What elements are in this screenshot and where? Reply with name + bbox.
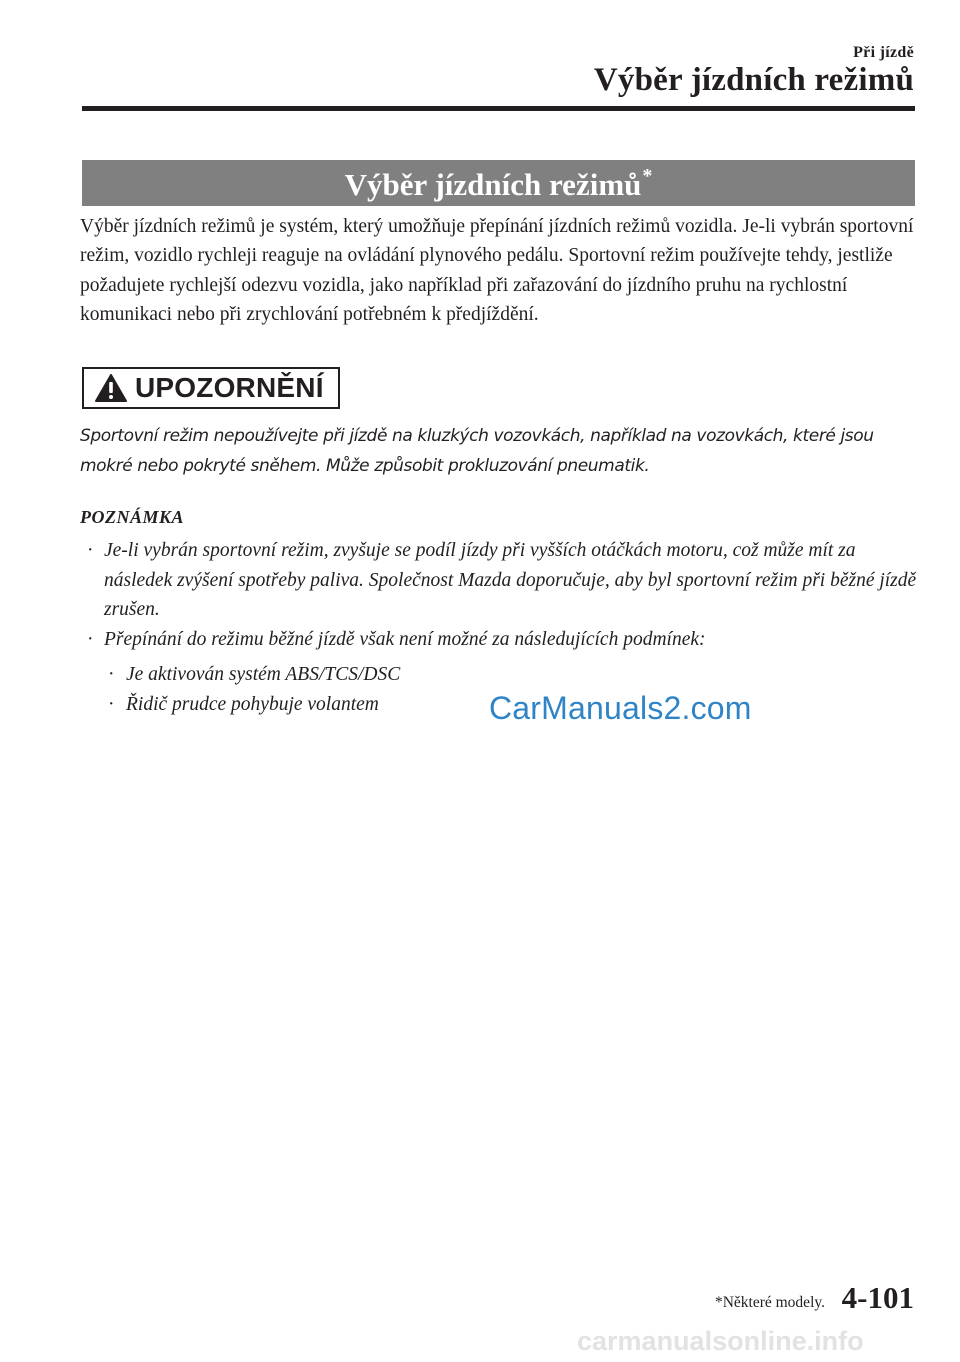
banner-title: Výběr jízdních režimů: [344, 167, 642, 202]
bullet-dot: ·: [87, 540, 94, 561]
section-label: Při jízdě: [853, 44, 914, 61]
note-subitem: [80, 660, 920, 690]
section-banner: [82, 160, 915, 206]
page-number: 4-101: [841, 1280, 914, 1315]
header-rule: [82, 106, 915, 111]
bullet-dot: ·: [87, 628, 94, 650]
note-item: [80, 536, 920, 625]
watermark: CarManuals2.com: [489, 690, 752, 726]
note-subitem-text: Je aktivován systém ABS/TCS/DSC: [126, 664, 401, 685]
note-title: POZNÁMKA: [80, 507, 185, 527]
warning-triangle-icon: [94, 373, 128, 403]
note-subitem-text: Řidič prudce pohybuje volantem: [126, 693, 379, 715]
caution-text: Sportovní režim nepoužívejte při jízdě na kluzkých vozovkách, například na vozovkách, které jsou mokré nebo pokryté sněhem. Může způsobit prokluzování pneumatik.: [80, 426, 874, 476]
bullet-dot: ·: [108, 693, 115, 715]
optional-equipment-mark: *: [642, 165, 653, 187]
footer-url: carmanualsonline.info: [577, 1326, 864, 1356]
note-item-text: Je-li vybrán sportovní režim, zvyšuje se podíl jízdy při vyšších otáčkách motoru, což může mít za následek zvýšení spotřeby paliva. Společnost Mazda doporučuje, aby byl sportovní režim při běžné jízdě zrušen.: [104, 540, 917, 620]
note-item: [80, 625, 920, 655]
caution-box: [82, 367, 340, 409]
note-item-text: Přepínání do režimu běžné jízdě však není možné za následujících podmínek:: [104, 628, 706, 650]
bullet-dot: ·: [108, 664, 115, 685]
intro-paragraph: Výběr jízdních režimů je systém, který umožňuje přepínání jízdních režimů vozidla. Je-li vybrán sportovní režim, vozidlo rychleji reaguje na ovládání plynového pedálu. Sportovní režim používejte tehdy, jestliže požadujete rychlejší odezvu vozidla, jako například při zařazování do jízdního pruhu na rychlostní komunikaci nebo při zrychlování potřebném k předjíždění.: [80, 216, 914, 325]
footnote: *Některé modely.: [714, 1294, 825, 1311]
page-header-title: Výběr jízdních režimů: [593, 62, 914, 98]
caution-label: UPOZORNĚNÍ: [135, 372, 324, 403]
